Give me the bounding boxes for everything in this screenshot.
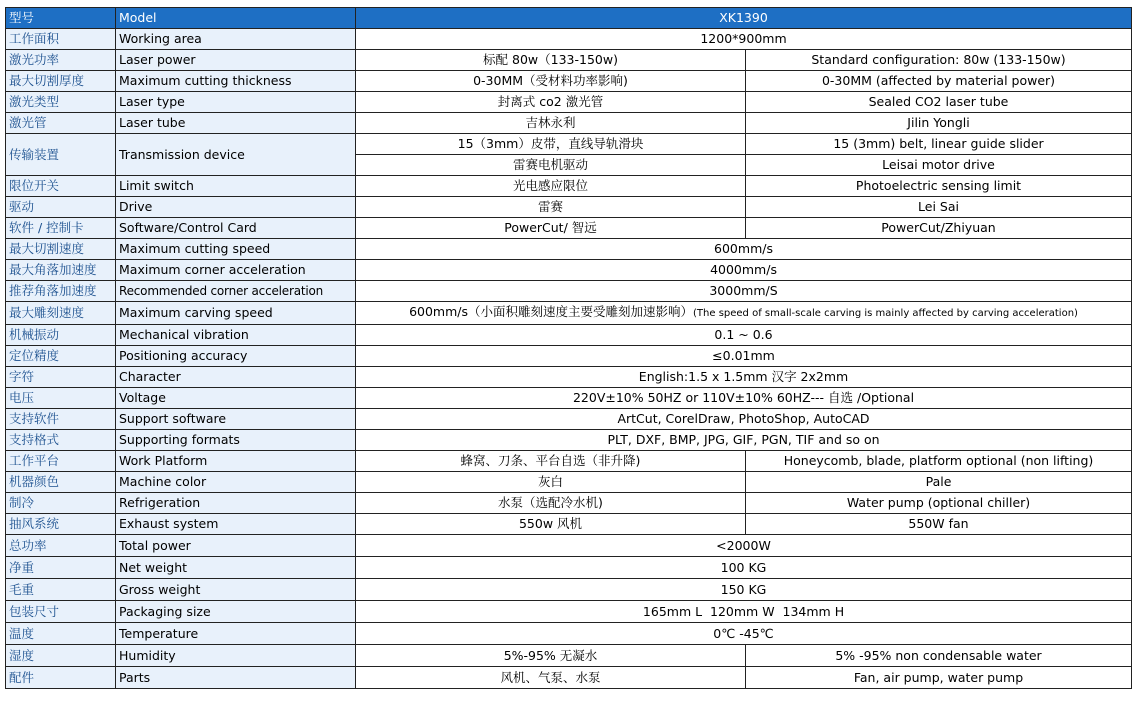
row-label-cn: 工作平台 (6, 451, 116, 472)
row-label-cn: 最大切割厚度 (6, 71, 116, 92)
model-value: XK1390 (356, 8, 1132, 29)
row-label-en: Support software (116, 409, 356, 430)
row-value-cn: PowerCut/ 智远 (356, 218, 746, 239)
row-value: <2000W (356, 535, 1132, 557)
table-row (6, 645, 1132, 667)
row-label-en: Software/Control Card (116, 218, 356, 239)
row-value-en: Jilin Yongli (746, 113, 1132, 134)
row-value: English:1.5 x 1.5mm 汉字 2x2mm (356, 367, 1132, 388)
row-label-en: Maximum carving speed (116, 302, 356, 325)
row-label-en: Laser power (116, 50, 356, 71)
row-label-en: Working area (116, 29, 356, 50)
row-value: PLT, DXF, BMP, JPG, GIF, PGN, TIF and so on (356, 430, 1132, 451)
table-row (6, 472, 1132, 493)
row-label-en: Humidity (116, 645, 356, 667)
row-label-cn: 支持格式 (6, 430, 116, 451)
row-label-en: Maximum cutting thickness (116, 71, 356, 92)
table-row (6, 325, 1132, 346)
row-label-cn: 毛重 (6, 579, 116, 601)
header-label-en: Model (116, 8, 356, 29)
row-label-cn: 激光管 (6, 113, 116, 134)
row-label-en: Work Platform (116, 451, 356, 472)
row-label-en: Machine color (116, 472, 356, 493)
row-label-en: Packaging size (116, 601, 356, 623)
row-label-cn: 驱动 (6, 197, 116, 218)
table-row (6, 430, 1132, 451)
row-value-en: Sealed CO2 laser tube (746, 92, 1132, 113)
table-row (6, 50, 1132, 71)
row-label-cn: 定位精度 (6, 346, 116, 367)
row-label-cn: 传输装置 (6, 134, 116, 176)
row-value-cn: 吉林永利 (356, 113, 746, 134)
row-value-cn: 封离式 co2 激光管 (356, 92, 746, 113)
table-header (6, 8, 1132, 29)
row-value: 150 KG (356, 579, 1132, 601)
row-label-en: Supporting formats (116, 430, 356, 451)
header-label-cn: 型号 (6, 8, 116, 29)
table-row (6, 451, 1132, 472)
table-row (6, 281, 1132, 302)
row-label-en: Gross weight (116, 579, 356, 601)
row-label-cn: 支持软件 (6, 409, 116, 430)
row-label-cn: 机械振动 (6, 325, 116, 346)
table-row (6, 29, 1132, 50)
row-value-cn: 风机、气泵、水泵 (356, 667, 746, 689)
row-label-cn: 激光功率 (6, 50, 116, 71)
row-value-cn: 0-30MM（受材料功率影响) (356, 71, 746, 92)
row-label-cn: 最大角落加速度 (6, 260, 116, 281)
row-value-cn: 标配 80w（133-150w) (356, 50, 746, 71)
row-value (356, 302, 1132, 325)
row-label-en: Positioning accuracy (116, 346, 356, 367)
row-label-cn: 电压 (6, 388, 116, 409)
table-row (6, 409, 1132, 430)
row-value-en: 550W fan (746, 514, 1132, 535)
row-label-en: Limit switch (116, 176, 356, 197)
row-value: 600mm/s (356, 239, 1132, 260)
row-label-en: Refrigeration (116, 493, 356, 514)
row-label-cn: 限位开关 (6, 176, 116, 197)
table-row (6, 176, 1132, 197)
row-value-en: Standard configuration: 80w (133-150w) (746, 50, 1132, 71)
row-label-cn: 湿度 (6, 645, 116, 667)
spec-table (5, 7, 1132, 689)
row-label-en: Parts (116, 667, 356, 689)
row-label-en: Character (116, 367, 356, 388)
row-value: 220V±10% 50HZ or 110V±10% 60HZ--- 自选 /Optional (356, 388, 1132, 409)
table-row (6, 71, 1132, 92)
row-label-en: Laser type (116, 92, 356, 113)
table-row (6, 514, 1132, 535)
table-row (6, 302, 1132, 325)
row-value-cn: 蜂窝、刀条、平台自选（非升降) (356, 451, 746, 472)
table-row (6, 113, 1132, 134)
row-value-en: Water pump (optional chiller) (746, 493, 1132, 514)
table-row (6, 346, 1132, 367)
table-row (6, 493, 1132, 514)
table-row (6, 623, 1132, 645)
row-value: 1200*900mm (356, 29, 1132, 50)
carving-speed-main: 600mm/s（小面积雕刻速度主要受雕刻加速影响） (409, 304, 694, 319)
row-label-en: Net weight (116, 557, 356, 579)
row-value-en: Leisai motor drive (746, 155, 1132, 176)
carving-speed-note: (The speed of small-scale carving is mainly affected by carving acceleration) (693, 308, 1078, 319)
row-label-en: Drive (116, 197, 356, 218)
row-value-cn: 5%-95% 无凝水 (356, 645, 746, 667)
row-label-cn: 字符 (6, 367, 116, 388)
row-value-cn: 水泵（选配冷水机) (356, 493, 746, 514)
row-label-cn: 推荐角落加速度 (6, 281, 116, 302)
row-value-en: Pale (746, 472, 1132, 493)
table-row (6, 218, 1132, 239)
row-label-en: Laser tube (116, 113, 356, 134)
row-label-cn: 净重 (6, 557, 116, 579)
row-label-en: Maximum corner acceleration (116, 260, 356, 281)
row-label-cn: 温度 (6, 623, 116, 645)
row-label-cn: 包装尺寸 (6, 601, 116, 623)
row-label-en: Recommended corner acceleration (116, 281, 356, 302)
table-row (6, 601, 1132, 623)
row-value: 4000mm/s (356, 260, 1132, 281)
row-value-cn: 灰白 (356, 472, 746, 493)
row-label-en: Maximum cutting speed (116, 239, 356, 260)
row-value: 0.1 ~ 0.6 (356, 325, 1132, 346)
row-value: 165mm L 120mm W 134mm H (356, 601, 1132, 623)
row-label-cn: 抽风系统 (6, 514, 116, 535)
table-row (6, 92, 1132, 113)
row-value-en: Fan, air pump, water pump (746, 667, 1132, 689)
row-value: 0℃ -45℃ (356, 623, 1132, 645)
table-row (6, 388, 1132, 409)
table-row (6, 535, 1132, 557)
row-value: ArtCut, CorelDraw, PhotoShop, AutoCAD (356, 409, 1132, 430)
row-label-cn: 工作面积 (6, 29, 116, 50)
row-label-cn: 制冷 (6, 493, 116, 514)
row-label-en: Mechanical vibration (116, 325, 356, 346)
row-value-cn: 雷赛电机驱动 (356, 155, 746, 176)
row-label-en: Exhaust system (116, 514, 356, 535)
row-label-en: Voltage (116, 388, 356, 409)
row-value-cn: 光电感应限位 (356, 176, 746, 197)
row-label-en: Temperature (116, 623, 356, 645)
row-label-cn: 激光类型 (6, 92, 116, 113)
table-row (6, 239, 1132, 260)
row-value-en: 5% -95% non condensable water (746, 645, 1132, 667)
row-label-cn: 机器颜色 (6, 472, 116, 493)
row-value-en: 15 (3mm) belt, linear guide slider (746, 134, 1132, 155)
row-value-en: Honeycomb, blade, platform optional (non lifting) (746, 451, 1132, 472)
row-value: 3000mm/S (356, 281, 1132, 302)
row-label-cn: 最大雕刻速度 (6, 302, 116, 325)
row-label-cn: 软件 / 控制卡 (6, 218, 116, 239)
row-value-en: 0-30MM (affected by material power) (746, 71, 1132, 92)
table-row (6, 579, 1132, 601)
row-value-en: PowerCut/Zhiyuan (746, 218, 1132, 239)
row-value-cn: 15（3mm）皮带，直线导轨滑块 (356, 134, 746, 155)
table-row (6, 134, 1132, 155)
row-label-en: Transmission device (116, 134, 356, 176)
row-label-en: Total power (116, 535, 356, 557)
table-row (6, 197, 1132, 218)
table-row (6, 557, 1132, 579)
row-label-cn: 总功率 (6, 535, 116, 557)
row-value-cn: 雷赛 (356, 197, 746, 218)
table-row (6, 367, 1132, 388)
table-row (6, 260, 1132, 281)
row-value-cn: 550w 风机 (356, 514, 746, 535)
row-value: 100 KG (356, 557, 1132, 579)
row-value: ≤0.01mm (356, 346, 1132, 367)
table-row (6, 667, 1132, 689)
row-label-cn: 配件 (6, 667, 116, 689)
row-value-en: Lei Sai (746, 197, 1132, 218)
row-value-en: Photoelectric sensing limit (746, 176, 1132, 197)
row-label-cn: 最大切割速度 (6, 239, 116, 260)
